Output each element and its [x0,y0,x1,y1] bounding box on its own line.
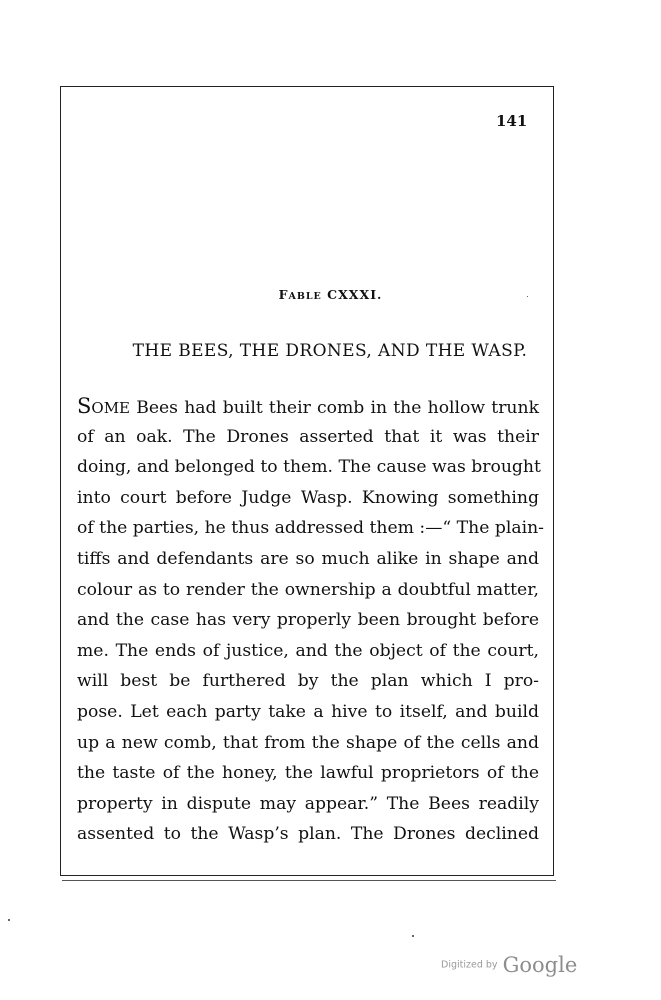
text-line: me. The ends of justice, and the object of the court, [77,640,539,661]
text-line: colour as to render the ownership a doubtful matter, [77,579,539,600]
text-line: up a new comb, that from the shape of the cells and [77,732,539,753]
first-word-small: OME [91,399,130,417]
text-line: property in dispute may appear.” The Bees readily [77,793,539,814]
digitized-by-google-watermark [441,953,577,977]
text-line: doing, and belonged to them. The cause was brought [77,457,541,478]
fable-body-text [77,391,544,850]
first-word [77,394,130,418]
text-line: of an oak. The Drones asserted that it was their [77,426,539,447]
text-line: pose. Let each party take a hive to itself, and build [77,701,539,722]
fable-title: THE BEES, THE DRONES, AND THE WASP. [132,341,528,361]
text-line [77,391,539,422]
text-line: the taste of the honey, the lawful proprietors of the [77,763,539,784]
fable-number-prefix: F [278,287,289,302]
text-line: and the case has very properly been brought before [77,610,539,631]
digitized-by-label: Digitized by [441,959,498,971]
scan-speck [8,919,10,921]
text-line: will best be furthered by the plan which I pro- [77,671,539,692]
text-line: tiffs and defendants are so much alike in shape and [77,548,539,569]
text-line: of the parties, he thus addressed them :—“ The plain- [77,518,544,539]
fable-number-roman: CXXXI. [321,287,383,302]
google-logo-text: Google [502,953,578,977]
scan-speck [412,935,414,937]
text-line: assented to the Wasp’s plan. The Drones declined [77,824,539,845]
page-bottom-rule [62,880,556,881]
fable-number-prefix-small: ABLE [288,291,322,302]
scan-speck [527,296,528,297]
fable-number-heading [0,287,661,302]
text-line-content: Bees had built their comb in the hollow trunk [130,398,539,418]
text-line: into court before Judge Wasp. Knowing something [77,487,539,508]
page-number: 141 [496,112,528,130]
first-word-cap: S [77,394,92,418]
